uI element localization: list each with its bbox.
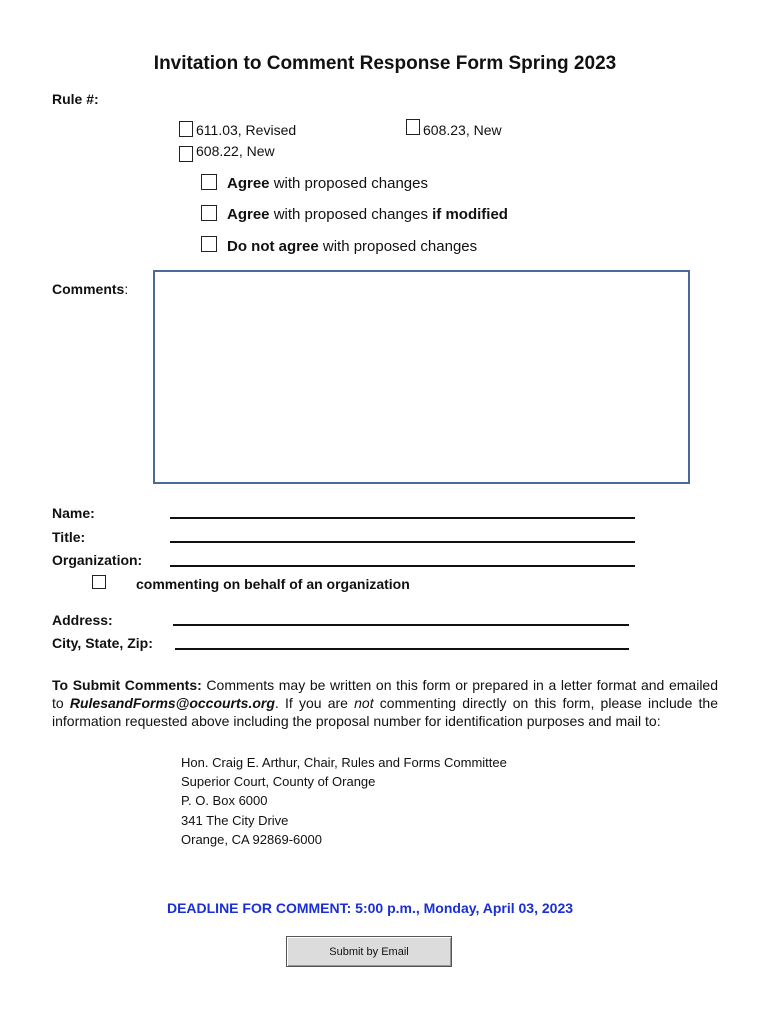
address-line: Hon. Craig E. Arthur, Chair, Rules and Forms Committee <box>181 755 507 770</box>
name-label: Name: <box>52 505 95 521</box>
on-behalf-checkbox[interactable] <box>92 575 106 589</box>
name-field[interactable] <box>170 517 635 519</box>
form-title: Invitation to Comment Response Form Spring 2023 <box>153 53 617 74</box>
agree-label: Agree with proposed changes <box>227 175 428 192</box>
city-state-zip-field[interactable] <box>175 648 629 650</box>
submit-instructions: To Submit Comments: Comments may be written on this form or prepared in a letter format and emailed to RulesandForms@occourts.org. If you are not commenting directly on this form, please include the information requested above including the proposal number for identification purposes and mail to: <box>52 677 719 729</box>
deadline-notice: DEADLINE FOR COMMENT: 5:00 p.m., Monday, April 03, 2023 <box>166 900 574 916</box>
rule-608-23-label: 608.23, New <box>423 122 502 138</box>
title-field[interactable] <box>170 541 635 543</box>
address-line: 341 The City Drive <box>181 812 289 828</box>
agree-if-modified-label: Agree with proposed changes if modified <box>227 206 508 223</box>
address-label: Address: <box>52 612 113 628</box>
rule-608-22-label: 608.22, New <box>196 143 275 159</box>
title-label: Title: <box>52 529 86 545</box>
rule-608-23-checkbox[interactable] <box>406 119 420 135</box>
address-field[interactable] <box>173 624 629 626</box>
rule-611-03-checkbox[interactable] <box>179 121 193 137</box>
do-not-agree-checkbox[interactable] <box>201 236 217 252</box>
agree-if-modified-checkbox[interactable] <box>201 205 217 221</box>
organization-field[interactable] <box>170 565 635 567</box>
rule-608-22-checkbox[interactable] <box>179 146 193 162</box>
on-behalf-label: commenting on behalf of an organization <box>136 576 410 592</box>
rule-label: Rule #: <box>52 91 99 107</box>
city-state-zip-label: City, State, Zip: <box>52 635 153 651</box>
rule-611-03-label: 611.03, Revised <box>196 122 297 138</box>
address-line: P. O. Box 6000 <box>181 793 268 809</box>
address-line: Orange, CA 92869-6000 <box>181 831 322 847</box>
comments-label: Comments: <box>52 281 129 297</box>
mailing-address <box>181 753 507 849</box>
do-not-agree-label: Do not agree with proposed changes <box>227 238 478 255</box>
organization-label: Organization: <box>52 552 143 568</box>
agree-checkbox[interactable] <box>201 174 217 190</box>
address-line: Superior Court, County of Orange <box>181 774 376 790</box>
email-link[interactable]: RulesandForms@occourts.org <box>69 695 275 711</box>
comments-textarea[interactable] <box>153 270 690 484</box>
submit-by-email-button[interactable]: Submit by Email <box>286 936 452 967</box>
